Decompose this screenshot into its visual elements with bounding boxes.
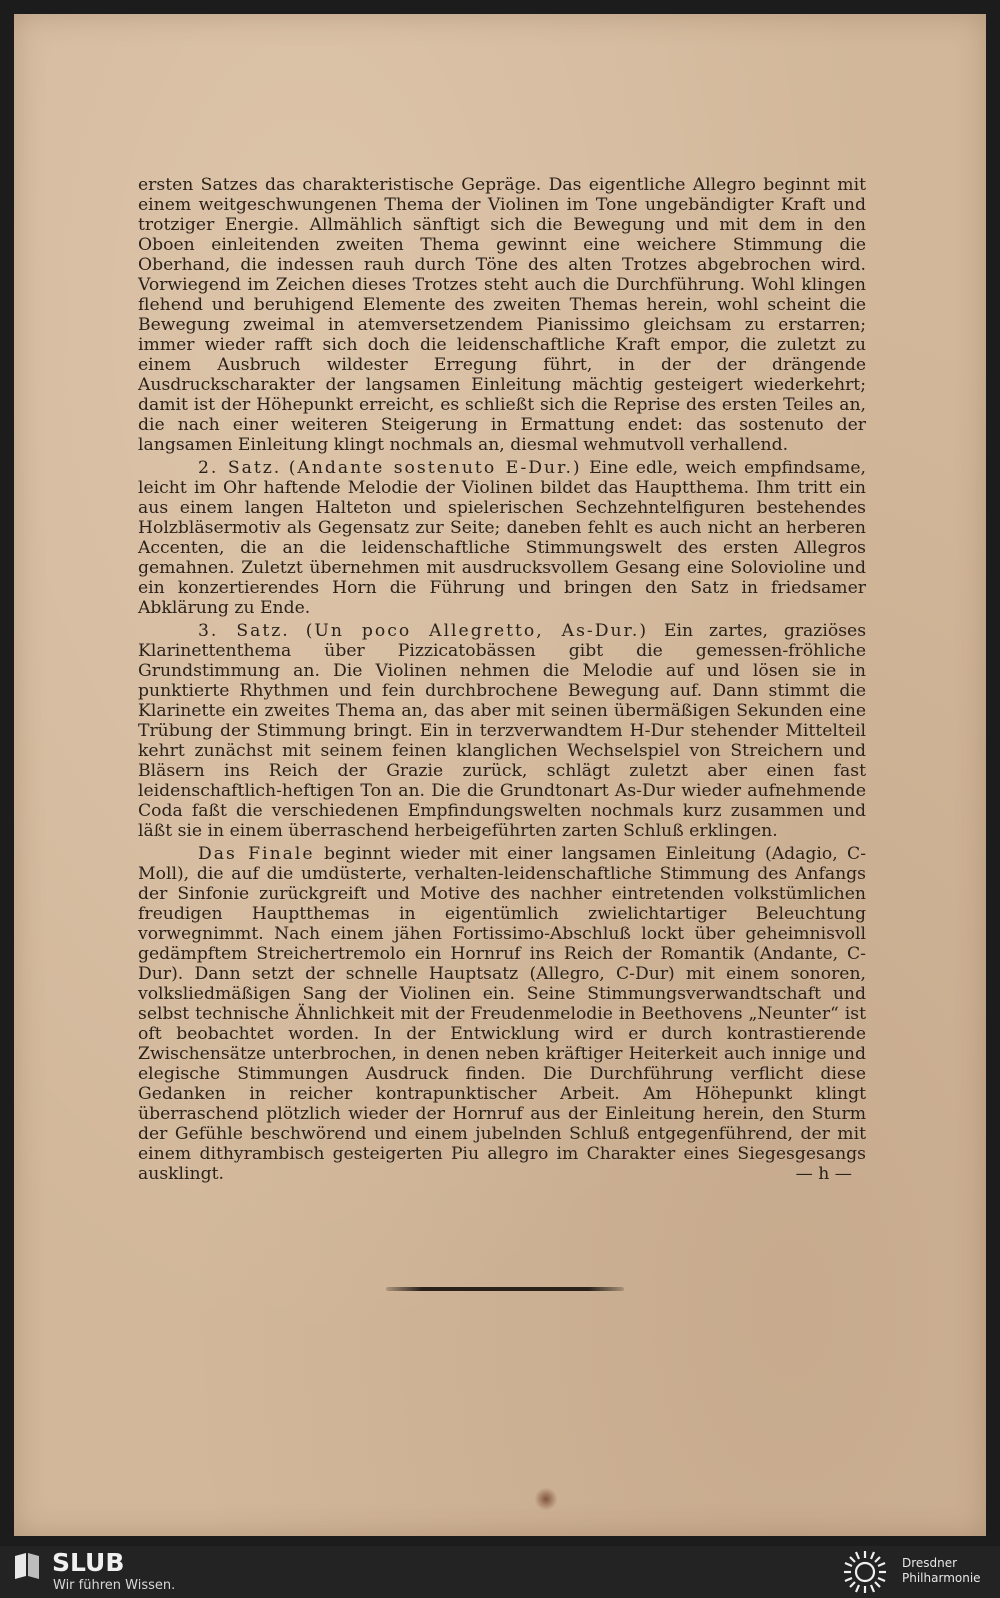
- paper-stain: [534, 1488, 558, 1510]
- partner-line1: Dresdner: [902, 1556, 958, 1570]
- finale-body: beginnt wieder mit einer langsamen Einleitung (Adagio, C-Moll), die auf die umdüsterte, verhalten-leidenschaftliche Stimmung des Anfangs der Sinfonie zurückgreift und Motive des nachher eintretenden volkstümlichen freudigen Hauptthemas in eigentümlich zwielichtartiger Beleuchtung vorwegnimmt. Nach einem jähen Fortissimo-Abschluß lockt über geheimnisvoll gedämpftem Streichertremolo ein Hornruf ins Reich der Romantik (Andante, C-Dur). Dann setzt der schnelle Hauptsatz (Allegro, C-Dur) mit einem sonoren, volksliedmäßigen Sang der Violinen ein. Seine Stimmungsverwandtschaft und selbst technische Ähnlichkeit mit der Freudenmelodie in Beethovens „Neunter“ ist oft beobachtet worden. In der Entwicklung wird er durch kontrastierende Zwischensätze unterbrochen, in denen neben kräftiger Heiterkeit auch innige und elegische Stimmungen Ausdruck finden. Die Durchführung verflicht diese Gedanken in reicher kontrapunktischer Arbeit. Am Höhepunkt klingt überraschend plötzlich wieder der Hornruf aus der Einleitung herein, den Sturm der Gefühle beschwörend und einem jubelnden Schluß entgegenführend, der mit einem dithyrambisch gesteigerten Piu allegro im Charakter eines Siegesgesangs ausklingt.: [138, 844, 866, 1184]
- program-note-text: [138, 175, 866, 1187]
- partner-line2: Philharmonie: [902, 1571, 981, 1585]
- satz3-tempo: (Un poco Allegretto, As-Dur.): [305, 621, 649, 641]
- satz3-heading: 3. Satz.: [198, 621, 290, 641]
- library-tagline: Wir führen Wissen.: [53, 1578, 176, 1593]
- slub-book-icon: [12, 1550, 42, 1580]
- footer-bar: [0, 1546, 1000, 1598]
- philharmonie-sun-icon: [842, 1549, 888, 1595]
- library-name: SLUB: [52, 1548, 125, 1577]
- author-signature: — h —: [795, 1164, 852, 1184]
- scanned-page: [14, 14, 986, 1536]
- paragraph-satz2: [138, 458, 866, 618]
- paragraph-satz3: [138, 621, 866, 841]
- finale-heading: Das Finale: [198, 844, 315, 864]
- satz3-body: Ein zartes, graziöses Klarinettenthema über Pizzicatobässen gibt die gemessen-fröhliche Grundstimmung an. Die Violinen nehmen die Melodie auf und lösen sie in punktierte Rhythmen und fein durchbrochene Bewegung auf. Dann stimmt die Klarinette ein zweites Thema an, das aber mit seinen übermäßigen Sekunden eine Trübung der Stimmung bringt. Ein in terzverwandtem H-Dur stehender Mittelteil kehrt zunächst mit seinem feinen klanglichen Wechselspiel von Streichern und Bläsern ins Reich der Grazie zurück, schlägt zuletzt aber einen fast leidenschaftlich-heftigen Ton an. Die die Grundtonart As-Dur wieder aufnehmende Coda faßt die verschiedenen Empfindungswelten nochmals kurz zusammen und läßt sie in einem überraschend herbeigeführten zarten Schluß erklingen.: [138, 621, 867, 841]
- satz2-heading: 2. Satz.: [198, 458, 282, 478]
- closing-rule: [386, 1287, 624, 1291]
- partner-name: [902, 1556, 981, 1586]
- paragraph-finale: [138, 844, 866, 1184]
- satz2-tempo: (Andante sostenuto E-Dur.): [288, 458, 582, 478]
- paragraph-satz1: ersten Satzes das charakteristische Gepräge. Das eigentliche Allegro beginnt mit einem weitgeschwungenen Thema der Violinen im Tone ungebändigter Kraft und trotziger Energie. Allmählich sänftigt sich die Bewegung und mit dem in den Oboen einleitenden zweiten Thema gewinnt eine weichere Stimmung die Oberhand, die indessen rauh durch Töne des alten Trotzes abgebrochen wird. Vorwiegend im Zeichen dieses Trotzes steht auch die Durchführung. Wohl klingen flehend und beruhigend Elemente des zweiten Themas herein, wohl scheint die Bewegung zweimal in atemversetzendem Pianissimo gleichsam zu erstarren; immer wieder rafft sich doch die leidenschaftliche Kraft empor, die zuletzt zu einem Ausbruch wildester Erregung führt, in der der drängende Ausdruckscharakter der langsamen Einleitung mächtig gesteigert wiederkehrt; damit ist der Höhepunkt erreicht, es schließt sich die Reprise des ersten Teiles an, die nach einer weiteren Steigerung in Ermattung endet: das sostenuto der langsamen Einleitung klingt nochmals an, diesmal wehmutvoll verhallend.: [138, 175, 866, 455]
- satz2-body: Eine edle, weich empfindsame, leicht im Ohr haftende Melodie der Violinen bildet das Hauptthema. Ihm tritt ein aus einem langen Halteton und spielerischen Sechzehntelfiguren bestehendes Holzbläsermotiv als Gegensatz zur Seite; daneben fehlt es auch nicht an herberen Accenten, die an die leidenschaftliche Stimmungswelt des ersten Allegros gemahnen. Zuletzt übernehmen mit ausdrucksvollem Gesang eine Solovioline und ein konzertierendes Horn die Führung und bringen den Satz in friedsamer Abklärung zu Ende.: [138, 458, 867, 618]
